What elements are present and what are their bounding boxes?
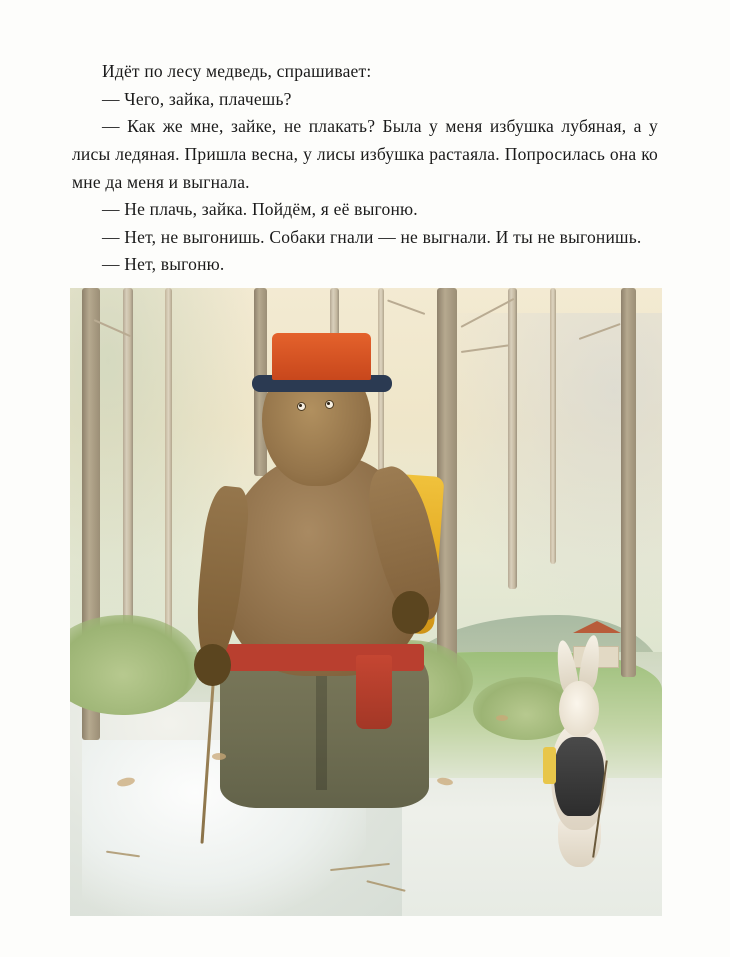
distant-house-roof <box>573 621 621 633</box>
paragraph: — Не плачь, зайка. Пойдём, я её выгоню. <box>102 199 418 220</box>
bear-belt <box>226 644 424 670</box>
bear-pupil <box>327 402 330 405</box>
hare-coat <box>554 737 604 816</box>
story-text <box>72 58 658 279</box>
tree-trunk <box>508 288 517 589</box>
paragraph: — Нет, выгоню. <box>102 254 225 275</box>
bear-pupil <box>299 404 302 407</box>
bear-figure <box>194 338 454 866</box>
bear-hat <box>272 333 371 380</box>
illustration-frame <box>70 288 662 916</box>
paragraph: — Нет, не выгонишь. Собаки гнали — не выгнали. И ты не выгонишь. <box>102 226 642 247</box>
tree-trunk <box>550 288 556 564</box>
bear-sash <box>356 655 392 729</box>
illustration <box>70 288 662 916</box>
tree-trunk <box>165 288 172 652</box>
tree-trunk <box>621 288 636 677</box>
bear-paw <box>194 644 230 686</box>
paragraph: Идёт по лесу медведь, спрашивает: <box>102 61 372 81</box>
hare-bag <box>543 747 556 784</box>
text-block <box>72 58 658 279</box>
hare-head <box>559 681 599 737</box>
bear-eye <box>325 400 334 409</box>
fallen-leaf <box>212 753 226 760</box>
paragraph: — Чего, зайка, плачешь? <box>102 88 292 109</box>
bear-eye <box>297 402 306 411</box>
hare-figure <box>538 640 621 872</box>
paragraph: — Как же мне, зайке, не плакать? Была у меня избушка лубяная, а у лисы ледяная. Пришла весна, у лисы избушка растаяла. Попросилась она ко мне да меня и выгнала. <box>72 116 658 192</box>
bear-paw <box>392 591 428 633</box>
